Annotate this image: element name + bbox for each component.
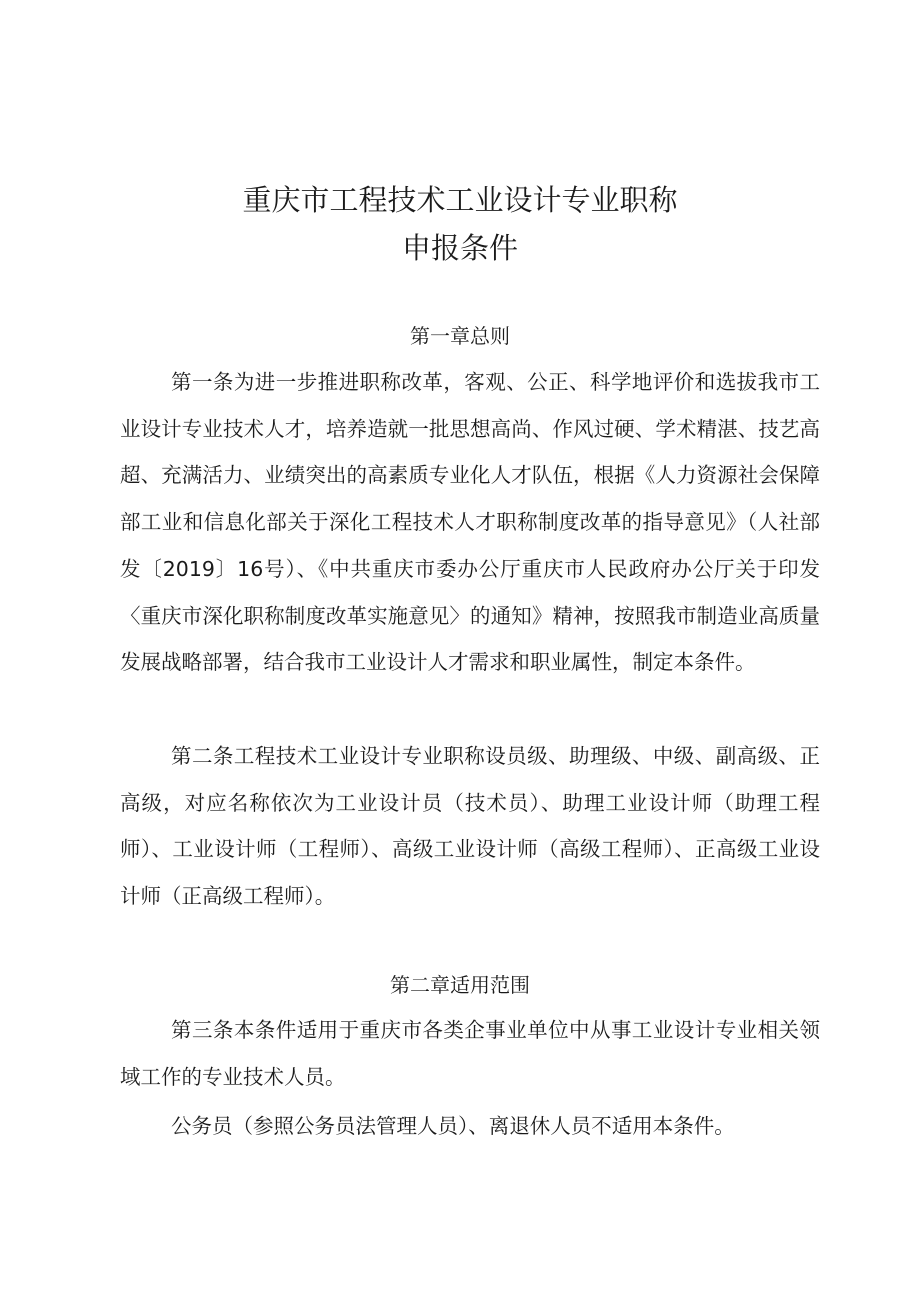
article-1-paragraph: 第一条为进一步推进职称改革，客观、公正、科学地评价和选拔我市工业设计专业技术人才，培养造就一批思想高尚、作风过硬、学术精湛、技艺高超、充满活力、业绩突出的高素质专业化人才队伍，根据《人力资源社会保障部工业和信息化部关于深化工程技术人才职称制度改革的指导意见》（人社部发〔2019〕16号）、《中共重庆市委办公厅重庆市人民政府办公厅关于印发〈重庆市深化职称制度改革实施意见〉的通知》精神，按照我市制造业高质量发展战略部署，结合我市工业设计人才需求和职业属性，制定本条件。	[120, 370, 820, 675]
chapter-2-heading: 第二章适用范围	[390, 973, 530, 997]
article-3-paragraph: 第三条本条件适用于重庆市各类企事业单位中从事工业设计专业相关领域工作的专业技术人员。	[120, 1018, 820, 1089]
exclusion-paragraph: 公务员（参照公务员法管理人员）、离退休人员不适用本条件。	[171, 1114, 735, 1138]
chapter-1-heading: 第一章总则	[410, 324, 510, 348]
title-line-1: 重庆市工程技术工业设计专业职称	[242, 183, 678, 217]
article-2-paragraph: 第二条工程技术工业设计专业职称设员级、助理级、中级、副高级、正高级，对应名称依次为工业设计员（技术员）、助理工业设计师（助理工程师）、工业设计师（工程师）、高级工业设计师（高级工程师）、正高级工业设计师（正高级工程师）。	[120, 744, 820, 909]
title-line-2: 申报条件	[401, 231, 518, 265]
document-title	[0, 176, 920, 272]
